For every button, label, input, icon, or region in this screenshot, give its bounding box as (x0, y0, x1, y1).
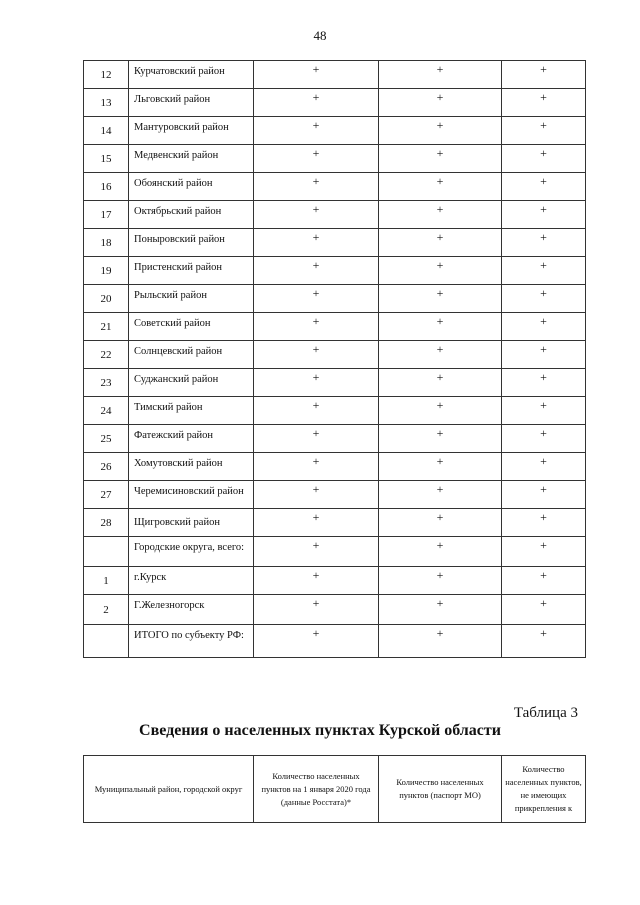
row-number-cell: 18 (84, 229, 129, 257)
mark-cell: + (254, 89, 379, 117)
district-name-cell: Октябрьский район (129, 201, 254, 229)
table-row (84, 397, 586, 425)
district-name-cell: Поныровский район (129, 229, 254, 257)
mark-cell: + (379, 173, 502, 201)
mark-cell: + (379, 145, 502, 173)
district-name-cell: Городские округа, всего: (129, 537, 254, 567)
row-number-cell: 19 (84, 257, 129, 285)
mark-cell: + (254, 595, 379, 625)
mark-cell: + (502, 201, 586, 229)
district-name-cell: Г.Железногорск (129, 595, 254, 625)
row-number-cell: 21 (84, 313, 129, 341)
mark-cell: + (502, 313, 586, 341)
mark-cell: + (379, 537, 502, 567)
row-number-cell: 17 (84, 201, 129, 229)
row-number-cell: 12 (84, 61, 129, 89)
mark-cell: + (254, 285, 379, 313)
row-number-cell: 15 (84, 145, 129, 173)
mark-cell: + (254, 201, 379, 229)
header-cell: Количество населенных пунктов, не имеющих прикрепления к (502, 756, 586, 823)
mark-cell: + (502, 625, 586, 658)
table-row (84, 285, 586, 313)
mark-cell: + (379, 425, 502, 453)
mark-cell: + (254, 453, 379, 481)
mark-cell: + (502, 257, 586, 285)
mark-cell: + (379, 89, 502, 117)
district-name-cell: Льговский район (129, 89, 254, 117)
mark-cell: + (254, 145, 379, 173)
table-row (84, 453, 586, 481)
settlements-info-table (83, 755, 586, 823)
mark-cell: + (502, 397, 586, 425)
table-row (84, 257, 586, 285)
mark-cell: + (502, 173, 586, 201)
mark-cell: + (502, 453, 586, 481)
table-row (84, 425, 586, 453)
row-number-cell: 20 (84, 285, 129, 313)
district-name-cell: Советский район (129, 313, 254, 341)
mark-cell: + (379, 117, 502, 145)
mark-cell: + (379, 61, 502, 89)
table-row (84, 313, 586, 341)
row-number-cell: 2 (84, 595, 129, 625)
mark-cell: + (502, 145, 586, 173)
mark-cell: + (502, 61, 586, 89)
row-number-cell: 13 (84, 89, 129, 117)
settlements-table (83, 60, 586, 658)
table-row (84, 229, 586, 257)
mark-cell: + (379, 201, 502, 229)
table-header-row (84, 756, 586, 823)
district-name-cell: Медвенский район (129, 145, 254, 173)
mark-cell: + (379, 397, 502, 425)
row-number-cell: 27 (84, 481, 129, 509)
mark-cell: + (254, 257, 379, 285)
mark-cell: + (379, 341, 502, 369)
header-cell: Количество населенных пунктов (паспорт МО) (379, 756, 502, 823)
mark-cell: + (254, 425, 379, 453)
header-cell: Муниципальный район, городской округ (84, 756, 254, 823)
table-row (84, 341, 586, 369)
mark-cell: + (254, 117, 379, 145)
district-name-cell: Солнцевский район (129, 341, 254, 369)
mark-cell: + (502, 229, 586, 257)
mark-cell: + (254, 173, 379, 201)
mark-cell: + (379, 509, 502, 537)
page-number: 48 (313, 28, 327, 43)
row-number-cell: 28 (84, 509, 129, 537)
table-row (84, 567, 586, 595)
table-row (84, 595, 586, 625)
mark-cell: + (379, 625, 502, 658)
mark-cell: + (254, 509, 379, 537)
mark-cell: + (502, 341, 586, 369)
mark-cell: + (502, 509, 586, 537)
district-name-cell: г.Курск (129, 567, 254, 595)
row-number-cell (84, 537, 129, 567)
row-number-cell: 25 (84, 425, 129, 453)
table-row (84, 201, 586, 229)
mark-cell: + (379, 369, 502, 397)
district-name-cell: Черемисиновский район (129, 481, 254, 509)
mark-cell: + (254, 61, 379, 89)
mark-cell: + (379, 567, 502, 595)
mark-cell: + (502, 369, 586, 397)
row-number-cell (84, 625, 129, 658)
mark-cell: + (254, 369, 379, 397)
row-number-cell: 1 (84, 567, 129, 595)
table-row (84, 509, 586, 537)
table-row (84, 625, 586, 658)
mark-cell: + (502, 285, 586, 313)
district-name-cell: Тимский район (129, 397, 254, 425)
row-number-cell: 24 (84, 397, 129, 425)
mark-cell: + (502, 89, 586, 117)
table-title: Сведения о населенных пунктах Курской области (139, 722, 501, 739)
mark-cell: + (379, 595, 502, 625)
row-number-cell: 22 (84, 341, 129, 369)
table-row (84, 173, 586, 201)
table-row (84, 481, 586, 509)
table-row (84, 145, 586, 173)
mark-cell: + (379, 229, 502, 257)
district-name-cell: Пристенский район (129, 257, 254, 285)
mark-cell: + (254, 537, 379, 567)
mark-cell: + (379, 257, 502, 285)
district-name-cell: ИТОГО по субъекту РФ: (129, 625, 254, 658)
district-name-cell: Обоянский район (129, 173, 254, 201)
row-number-cell: 23 (84, 369, 129, 397)
table-row (84, 369, 586, 397)
district-name-cell: Фатежский район (129, 425, 254, 453)
mark-cell: + (502, 537, 586, 567)
mark-cell: + (379, 453, 502, 481)
district-name-cell: Щигровский район (129, 509, 254, 537)
mark-cell: + (254, 397, 379, 425)
district-name-cell: Суджанский район (129, 369, 254, 397)
table-row (84, 537, 586, 567)
mark-cell: + (254, 625, 379, 658)
mark-cell: + (502, 117, 586, 145)
mark-cell: + (254, 481, 379, 509)
mark-cell: + (379, 313, 502, 341)
district-name-cell: Рыльский район (129, 285, 254, 313)
table-row (84, 89, 586, 117)
mark-cell: + (379, 285, 502, 313)
mark-cell: + (254, 313, 379, 341)
row-number-cell: 16 (84, 173, 129, 201)
mark-cell: + (502, 595, 586, 625)
row-number-cell: 14 (84, 117, 129, 145)
mark-cell: + (502, 481, 586, 509)
mark-cell: + (254, 341, 379, 369)
district-name-cell: Мантуровский район (129, 117, 254, 145)
mark-cell: + (502, 567, 586, 595)
district-name-cell: Хомутовский район (129, 453, 254, 481)
table-caption: Таблица 3 (513, 705, 578, 721)
table-row (84, 61, 586, 89)
mark-cell: + (379, 481, 502, 509)
header-cell: Количество населенных пунктов на 1 января 2020 года (данные Росстата)* (254, 756, 379, 823)
mark-cell: + (254, 229, 379, 257)
mark-cell: + (254, 567, 379, 595)
district-name-cell: Курчатовский район (129, 61, 254, 89)
table-row (84, 117, 586, 145)
row-number-cell: 26 (84, 453, 129, 481)
mark-cell: + (502, 425, 586, 453)
